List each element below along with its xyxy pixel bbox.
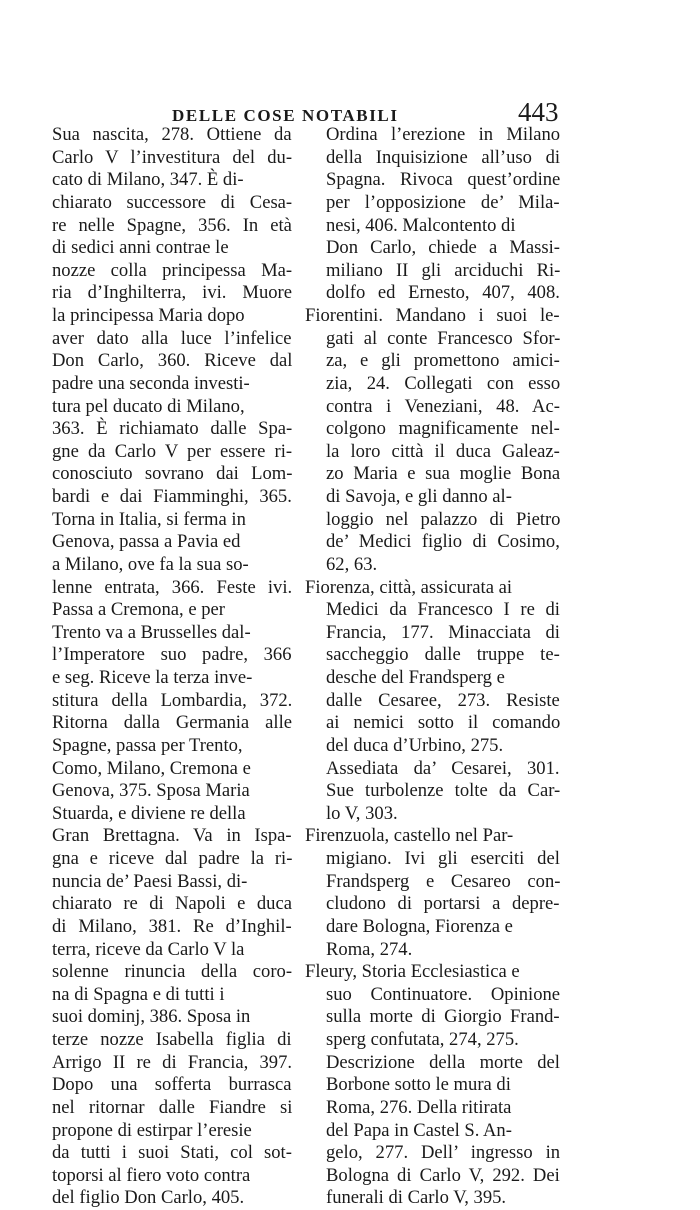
text-line: Bologna di Carlo V, 292. Dei [326, 1164, 560, 1186]
text-line: ai nemici sotto il comando [326, 712, 561, 734]
text-line: Fiorentini. Mandano i suoi le- [305, 305, 560, 326]
text-line: Trento va a Brusselles dal- [52, 621, 251, 643]
text-line: suo Continuatore. Opinione [326, 983, 561, 1005]
text-line: gati al conte Francesco Sfor- [326, 327, 561, 349]
text-line: padre una seconda investi- [52, 372, 250, 394]
text-line: lo V, 303. [326, 802, 398, 824]
text-line: Genova, passa a Pavia ed [52, 531, 241, 553]
text-line: Genova, 375. Sposa Maria [52, 780, 250, 802]
text-line: Gran Brettagna. Va in Ispa- [52, 825, 292, 847]
text-line: Assediata da’ Cesarei, 301. [326, 757, 560, 779]
text-line: bardi e dai Fiamminghi, 365. [52, 486, 292, 507]
text-line: ria d’Inghilterra, ivi. Muore [52, 282, 293, 304]
text-line: Frandsperg e Cesareo con- [326, 870, 561, 892]
text-line: Carlo V l’investitura del du- [52, 146, 293, 168]
index-entry [305, 961, 560, 1210]
text-line: colgono magnificamente nel- [326, 418, 560, 440]
text-line: migiano. Ivi gli eserciti del [326, 848, 560, 869]
text-line: nozze colla principessa Ma- [52, 259, 293, 281]
text-line: gna e riceve dal padre la ri- [52, 848, 293, 869]
text-line: Borbone sotto le mura di [326, 1074, 511, 1096]
text-line: la principessa Maria dopo [52, 305, 245, 326]
text-line: gelo, 277. Dell’ ingresso in [326, 1142, 561, 1164]
text-line: tura pel ducato di Milano, [52, 395, 245, 417]
right-column [305, 124, 560, 1210]
text-line: gne da Carlo V per essere ri- [52, 440, 293, 462]
text-line: na di Spagna e di tutti i [52, 983, 225, 1005]
text-line: Don Carlo, 360. Riceve dal [52, 350, 293, 372]
text-line: Fleury, Storia Ecclesiastica e [305, 961, 520, 983]
text-line: chiarato successore di Cesa- [52, 191, 293, 213]
text-line: Medici da Francesco I re di [326, 599, 560, 621]
text-line: 363. È richiamato dalle Spa- [52, 418, 293, 440]
text-line: per l’opposizione de’ Mila- [326, 191, 560, 213]
text-line: Spagna. Rivoca quest’ordine [326, 169, 561, 191]
text-line: Ritorna dalla Germania alle [52, 712, 292, 734]
text-line: Roma, 274. [326, 938, 413, 960]
text-line: saccheggio dalle truppe te- [326, 644, 560, 666]
text-line: Sua nascita, 278. Ottiene da [52, 124, 292, 145]
text-line: Don Carlo, chiede a Massi- [326, 237, 560, 259]
text-line: di sedici anni contrae le [52, 237, 229, 259]
text-line: Firenzuola, castello nel Par- [305, 825, 514, 847]
text-line: Arrigo II re di Francia, 397. [52, 1051, 293, 1073]
text-line: Dopo una sofferta burrasca [52, 1074, 292, 1096]
text-line: loggio nel palazzo di Pietro [326, 508, 561, 530]
text-line: Torna in Italia, si ferma in [52, 508, 246, 530]
text-line: Roma, 276. Della ritirata [326, 1096, 512, 1118]
text-line: desche del Frandsperg e [326, 667, 505, 688]
text-line: toporsi al fiero voto contra [52, 1164, 251, 1186]
text-line: del figlio Don Carlo, 405. [52, 1187, 245, 1209]
text-line: chiarato re di Napoli e duca [52, 893, 292, 915]
text-line: Ordina l’erezione in Milano [326, 124, 561, 145]
text-line: cato di Milano, 347. È di- [52, 169, 244, 191]
text-line: de’ Medici figlio di Cosimo, [326, 531, 560, 553]
text-line: la loro città il duca Galeaz- [326, 440, 560, 462]
text-line: contra i Veneziani, 48. Ac- [326, 395, 560, 417]
text-line: del duca d’Urbino, 275. [326, 734, 504, 756]
text-line: miliano II gli arciduchi Ri- [326, 259, 561, 281]
left-column [52, 124, 292, 1210]
text-line: zia, 24. Collegati con esso [326, 372, 561, 394]
text-line: nel ritornar dalle Fiandre si [52, 1096, 293, 1118]
index-entry [305, 305, 560, 577]
text-line: terra, riceve da Carlo V la [52, 938, 245, 960]
text-line: conosciuto sovrano dai Lom- [52, 463, 293, 485]
text-line: Francia, 177. Minacciata di [326, 621, 560, 643]
text-line: della Inquisizione all’uso di [326, 146, 561, 168]
text-line: terze nozze Isabella figlia di [52, 1029, 292, 1050]
index-entry [305, 577, 560, 826]
text-line: funerali di Carlo V, 395. [326, 1187, 507, 1209]
text-line: suoi dominj, 386. Sposa in [52, 1006, 251, 1028]
index-entry [305, 825, 560, 961]
text-line: Passa a Cremona, e per [52, 599, 225, 621]
text-line: zo Maria e sua moglie Bona [326, 463, 561, 485]
text-line: solenne rinuncia della coro- [52, 961, 293, 983]
text-line: re nelle Spagne, 356. In età [52, 214, 292, 236]
text-line: Como, Milano, Cremona e [52, 757, 251, 779]
text-line: Spagne, passa per Trento, [52, 734, 243, 756]
text-line: l’Imperatore suo padre, 366 [52, 644, 292, 666]
text-line: da tutti i suoi Stati, col sot- [52, 1142, 292, 1164]
text-line: propone di estirpar l’eresie [52, 1119, 252, 1141]
text-line: sulla morte di Giorgio Frand- [326, 1006, 560, 1028]
text-line: di Savoja, e gli danno al- [326, 486, 512, 507]
text-line: sperg confutata, 274, 275. [326, 1029, 519, 1050]
text-line: nuncia de’ Paesi Bassi, di- [52, 870, 248, 892]
text-line: dalle Cesaree, 273. Resiste [326, 689, 560, 711]
text-line: dare Bologna, Fiorenza e [326, 915, 513, 937]
text-line: Descrizione della morte del [326, 1051, 560, 1073]
text-line: aver dato alla luce l’infelice [52, 327, 292, 349]
running-title: DELLE COSE NOTABILI [172, 106, 399, 125]
text-line: stitura della Lombardia, 372. [52, 689, 293, 711]
text-line: Fiorenza, città, assicurata ai [305, 576, 513, 598]
text-line: di Milano, 381. Re d’Inghil- [52, 915, 292, 937]
text-line: za, e gli promettono amici- [326, 350, 560, 372]
text-line: nesi, 406. Malcontento di [326, 214, 516, 236]
text-line: 62, 63. [326, 553, 378, 575]
text-line: del Papa in Castel S. An- [326, 1119, 512, 1141]
text-line: e seg. Riceve la terza inve- [52, 667, 253, 688]
text-line: lenne entrata, 366. Feste ivi. [52, 576, 293, 598]
text-line: Sue turbolenze tolte da Car- [326, 780, 561, 802]
text-line: a Milano, ove fa la sua so- [52, 553, 249, 575]
text-line: Stuarda, e diviene re della [52, 802, 246, 824]
page-number: 443 [518, 97, 559, 127]
text-line: dolfo ed Ernesto, 407, 408. [326, 282, 560, 304]
index-entry-continuation [305, 124, 560, 305]
text-line: cludono di portarsi a depre- [326, 893, 560, 915]
